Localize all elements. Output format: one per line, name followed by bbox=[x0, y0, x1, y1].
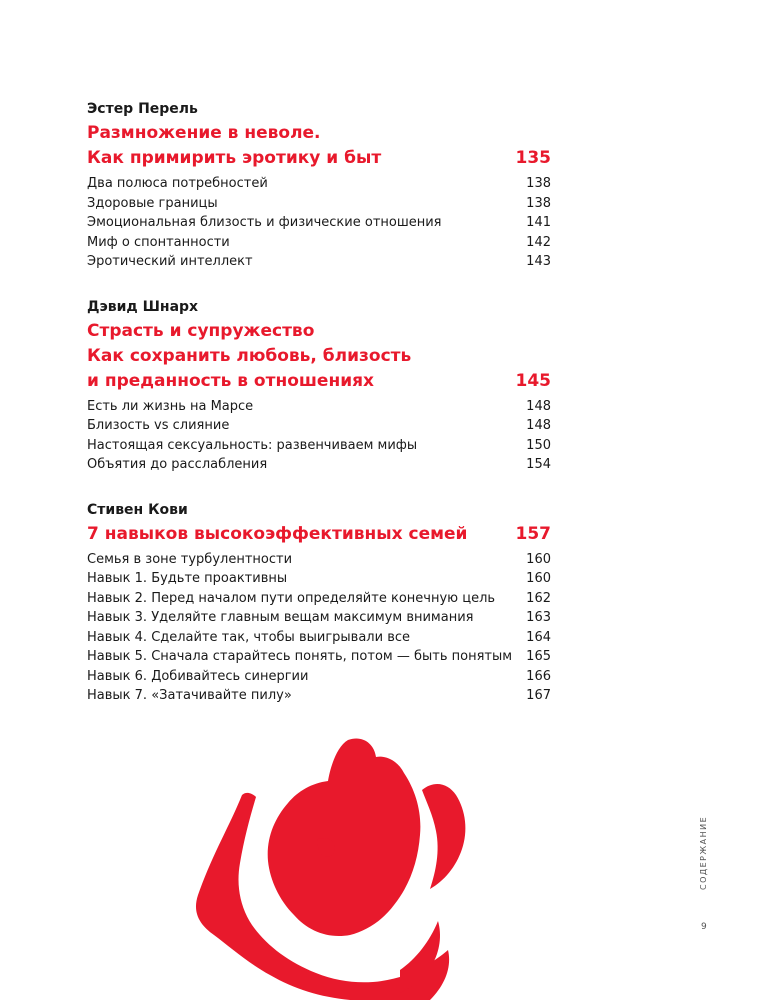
chapter-title: Эротический интеллект bbox=[87, 254, 253, 269]
section-title-line[interactable] bbox=[87, 319, 551, 344]
chapter-entry[interactable] bbox=[87, 686, 551, 706]
section-author: Дэвид Шнарх bbox=[87, 298, 199, 315]
table-of-contents bbox=[87, 100, 551, 732]
chapter-entry[interactable] bbox=[87, 608, 551, 628]
chapter-entry[interactable] bbox=[87, 252, 551, 272]
section-title-line[interactable] bbox=[87, 121, 551, 146]
section-title-text: Как сохранить любовь, близость bbox=[87, 345, 412, 366]
red-brush-illustration bbox=[190, 735, 510, 1000]
chapter-entry[interactable] bbox=[87, 628, 551, 648]
chapter-title: Навык 2. Перед началом пути определяйте конечную цель bbox=[87, 590, 496, 606]
section-author: Эстер Перель bbox=[87, 101, 198, 117]
section-page-number: 145 bbox=[515, 370, 551, 391]
chapter-title: Близость vs слияние bbox=[87, 418, 230, 433]
chapter-list bbox=[87, 397, 551, 475]
chapter-entry[interactable] bbox=[87, 667, 551, 687]
section-title-text: Как примирить эротику и быт bbox=[87, 148, 382, 168]
chapter-page: 166 bbox=[526, 668, 551, 684]
chapter-page: 160 bbox=[526, 571, 551, 586]
chapter-page: 154 bbox=[526, 457, 551, 472]
brush-splash bbox=[422, 784, 465, 889]
section-title-text: и преданность в отношениях bbox=[87, 370, 374, 391]
chapter-entry[interactable] bbox=[87, 174, 551, 194]
chapter-entry[interactable] bbox=[87, 589, 551, 609]
section-title-line[interactable] bbox=[87, 146, 551, 171]
chapter-title: Здоровые границы bbox=[87, 195, 218, 211]
chapter-title: Навык 3. Уделяйте главным вещам максимум внимания bbox=[87, 610, 474, 625]
chapter-title: Навык 7. «Затачивайте пилу» bbox=[87, 688, 292, 703]
chapter-title: Есть ли жизнь на Марсе bbox=[87, 398, 254, 414]
section-title-text: Размножение в неволе. bbox=[87, 123, 321, 143]
brush-heart-shape bbox=[268, 739, 421, 937]
chapter-title: Эмоциональная близость и физические отношения bbox=[87, 215, 442, 230]
chapter-list bbox=[87, 550, 551, 706]
chapter-entry[interactable] bbox=[87, 194, 551, 214]
chapter-title: Навык 1. Будьте проактивны bbox=[87, 571, 288, 586]
chapter-entry[interactable] bbox=[87, 647, 551, 667]
chapter-entry[interactable] bbox=[87, 213, 551, 233]
chapter-page: 162 bbox=[526, 590, 551, 606]
chapter-list bbox=[87, 174, 551, 272]
toc-section-covey bbox=[87, 501, 551, 706]
chapter-title: Навык 5. Сначала старайтесь понять, потом — быть понятым bbox=[87, 649, 513, 664]
chapter-page: 150 bbox=[526, 437, 551, 453]
chapter-page: 148 bbox=[526, 418, 551, 433]
chapter-title: Два полюса потребностей bbox=[87, 176, 268, 191]
chapter-title: Объятия до расслабления bbox=[87, 457, 268, 472]
chapter-title: Навык 4. Сделайте так, чтобы выигрывали все bbox=[87, 629, 411, 645]
section-author: Стивен Кови bbox=[87, 501, 188, 518]
section-title-text: Страсть и супружество bbox=[87, 320, 315, 341]
page-number: 9 bbox=[701, 922, 707, 932]
chapter-page: 142 bbox=[526, 234, 551, 250]
section-page-number: 135 bbox=[515, 148, 551, 168]
chapter-page: 138 bbox=[526, 176, 551, 191]
section-title-line[interactable] bbox=[87, 369, 551, 394]
chapter-entry[interactable] bbox=[87, 569, 551, 589]
chapter-entry[interactable] bbox=[87, 550, 551, 570]
chapter-entry[interactable] bbox=[87, 416, 551, 436]
chapter-page: 148 bbox=[526, 398, 551, 414]
side-section-label: СОДЕРЖАНИЕ bbox=[699, 815, 708, 890]
toc-section-perel bbox=[87, 100, 551, 272]
chapter-entry[interactable] bbox=[87, 436, 551, 456]
chapter-entry[interactable] bbox=[87, 397, 551, 417]
chapter-title: Настоящая сексуальность: развенчиваем мифы bbox=[87, 437, 418, 453]
chapter-page: 160 bbox=[526, 551, 551, 567]
chapter-page: 164 bbox=[526, 629, 551, 645]
chapter-title: Семья в зоне турбулентности bbox=[87, 551, 293, 567]
chapter-page: 163 bbox=[526, 610, 551, 625]
chapter-title: Миф о спонтанности bbox=[87, 234, 230, 250]
chapter-entry[interactable] bbox=[87, 233, 551, 253]
chapter-page: 138 bbox=[526, 195, 551, 211]
chapter-page: 141 bbox=[526, 215, 551, 230]
chapter-page: 165 bbox=[526, 649, 551, 664]
section-title-line[interactable] bbox=[87, 522, 551, 547]
chapter-entry[interactable] bbox=[87, 455, 551, 475]
section-title-line[interactable] bbox=[87, 344, 551, 369]
chapter-page: 143 bbox=[526, 254, 551, 269]
chapter-page: 167 bbox=[526, 688, 551, 703]
chapter-title: Навык 6. Добивайтесь синергии bbox=[87, 668, 309, 684]
toc-section-schnarch bbox=[87, 298, 551, 475]
section-page-number: 157 bbox=[515, 523, 551, 544]
section-title-text: 7 навыков высокоэффективных семей bbox=[87, 523, 468, 544]
